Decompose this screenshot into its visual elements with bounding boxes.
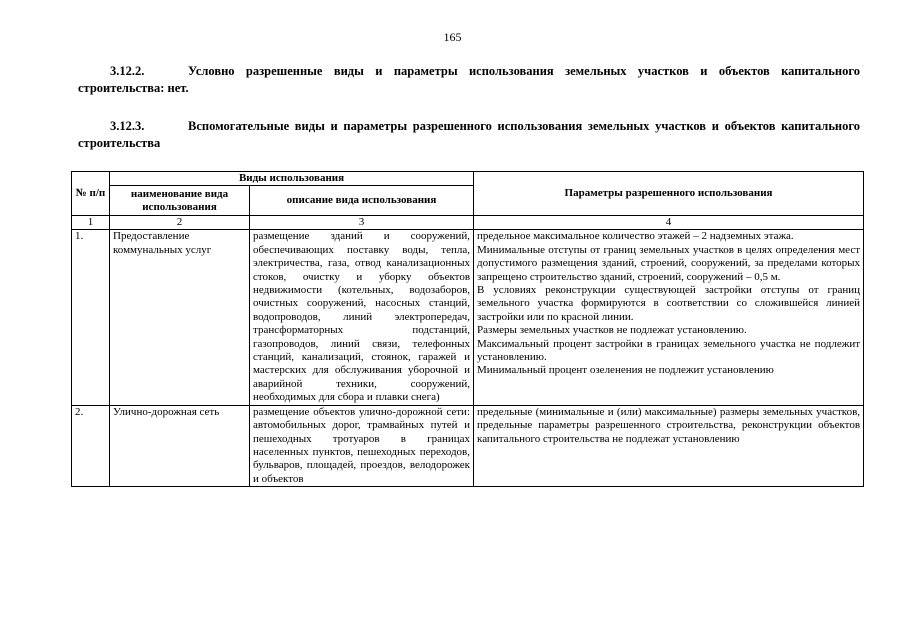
row-number: 2.: [72, 405, 110, 486]
param-line: предельное максимальное количество этажей – 2 надземных этажа.: [477, 230, 794, 243]
column-number: 3: [250, 216, 474, 230]
row-number: 1.: [72, 230, 110, 405]
column-number: 4: [474, 216, 864, 230]
param-line: предельные (минимальные и (или) максимальные) размеры земельных участков, предельные параметры разрешенного строительства, реконструкции объектов капитального строительства не подлежат установлению: [477, 405, 861, 445]
use-params: [474, 230, 864, 405]
header-num: № п/п: [72, 172, 110, 216]
param-line: Минимальные отступы от границ земельных участков в целях определения мест допустимого размещения зданий, строений, сооружений, за пределами которых запрещено строительство зданий, строений, сооружений – 0,5 м.: [477, 243, 861, 283]
column-number: 2: [110, 216, 250, 230]
use-description: размещение объектов улично-дорожной сети: автомобильных дорог, трамвайных путей и пешеходных тротуаров в границах населенных пунктов, пешеходных переходов, бульваров, площадей, проездов, велодорожек и объектов: [250, 405, 474, 486]
use-description: размещение зданий и сооружений, обеспечивающих поставку воды, тепла, электричества, газа, отвод канализационных стоков, очистку и уборку объектов недвижимости (котельных, водозаборов, очистных сооружений, насосных станций, водопроводов, линий электропередач, трансформаторных подстанций, газопроводов, линий связи, телефонных станций, канализаций, стоянок, гаражей и мастерских для обслуживания уборочной и аварийной техники, сооружений, необходимых для сбора и плавки снега): [250, 230, 474, 405]
land-use-table: [71, 171, 864, 487]
param-line: Минимальный процент озеленения не подлежит установлению: [477, 364, 774, 377]
param-line: Размеры земельных участков не подлежат установлению.: [477, 324, 747, 337]
header-params: Параметры разрешенного использования: [474, 172, 864, 216]
column-number: 1: [72, 216, 110, 230]
section-number: 3.12.2.: [110, 64, 145, 78]
page-number: 165: [443, 30, 462, 44]
header-types-group: Виды использования: [110, 172, 474, 186]
table-row: [72, 405, 864, 486]
section-heading-3-12-3: [78, 118, 860, 152]
use-name: Улично-дорожная сеть: [110, 405, 250, 486]
column-numbers-row: [72, 216, 864, 230]
header-name: наименование вида использования: [110, 186, 250, 216]
section-title: Условно разрешенные виды и параметры использования земельных участков и объектов капитального строительства: нет.: [78, 64, 860, 95]
section-heading-3-12-2: [78, 63, 860, 97]
section-title: Вспомогательные виды и параметры разрешенного использования земельных участков и объектов капитального строительства: [78, 119, 860, 150]
table-row: [72, 230, 864, 405]
use-name: Предоставление коммунальных услуг: [110, 230, 250, 405]
header-description: описание вида использования: [250, 186, 474, 216]
param-line: В условиях реконструкции существующей застройки отступы от границ земельного участка формируются в соответствии со сложившейся линией застройки или по красной линии.: [477, 284, 861, 323]
use-params: [474, 405, 864, 486]
param-line: Максимальный процент застройки в границах земельного участка не подлежит установлению.: [477, 337, 861, 364]
section-number: 3.12.3.: [110, 119, 145, 133]
